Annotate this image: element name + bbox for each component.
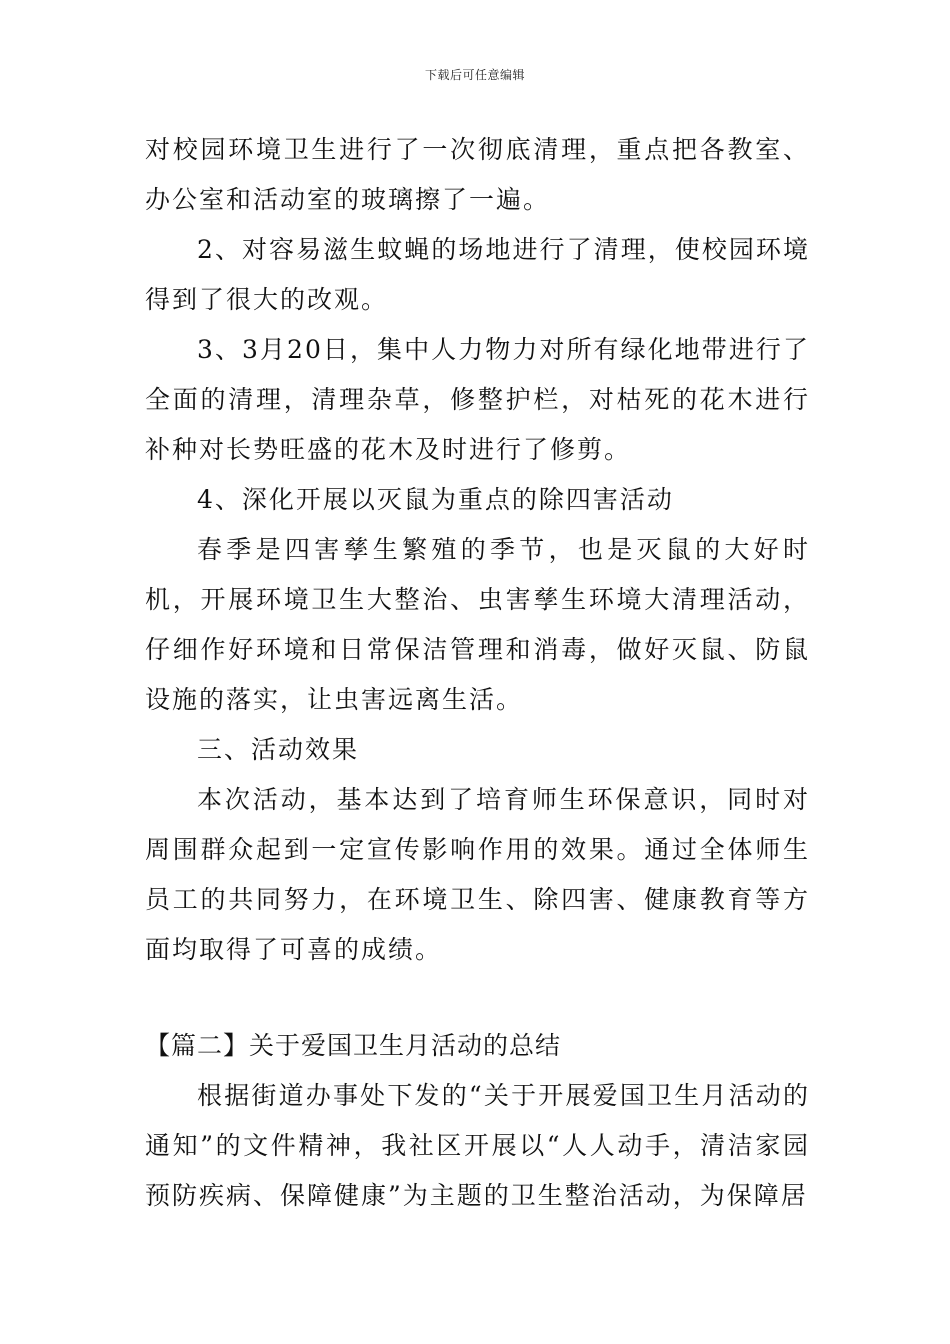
section-spacer [145, 975, 810, 1021]
paragraph-item-4-heading: 4、深化开展以灭鼠为重点的除四害活动 [197, 485, 674, 514]
section-2-title: 【篇二】关于爱国卫生月活动的总结 [145, 1031, 562, 1060]
paragraph-results: 本次活动，基本达到了培育师生环保意识，同时对周围群众起到一定宣传影响作用的效果。通过全体师生员工的共同努力，在环境卫生、除四害、健康教育等方面均取得了可喜的成绩。 [145, 785, 810, 964]
document-body [145, 125, 810, 1221]
page-header-note: 下载后可任意编辑 [424, 68, 525, 82]
paragraph-item-3: 3、3月20日，集中人力物力对所有绿化地带进行了全面的清理，清理杂草，修整护栏，对枯死的花木进行补种对长势旺盛的花木及时进行了修剪。 [145, 335, 810, 464]
paragraph-item-2: 2、对容易滋生蚊蝇的场地进行了清理，使校园环境得到了很大的改观。 [145, 235, 810, 314]
section-2-paragraph: 根据街道办事处下发的“关于开展爱国卫生月活动的通知”的文件精神，我社区开展以“人人动手，清洁家园预防疾病、保障健康”为主题的卫生整治活动，为保障居 [145, 1081, 810, 1210]
paragraph-continued: 对校园环境卫生进行了一次彻底清理，重点把各教室、办公室和活动室的玻璃擦了一遍。 [145, 135, 810, 214]
section-heading-results: 三、活动效果 [197, 735, 360, 764]
paragraph-spring-pest-control: 春季是四害孳生繁殖的季节，也是灭鼠的大好时机，开展环境卫生大整治、虫害孳生环境大清理活动，仔细作好环境和日常保洁管理和消毒，做好灭鼠、防鼠设施的落实，让虫害远离生活。 [145, 535, 810, 714]
